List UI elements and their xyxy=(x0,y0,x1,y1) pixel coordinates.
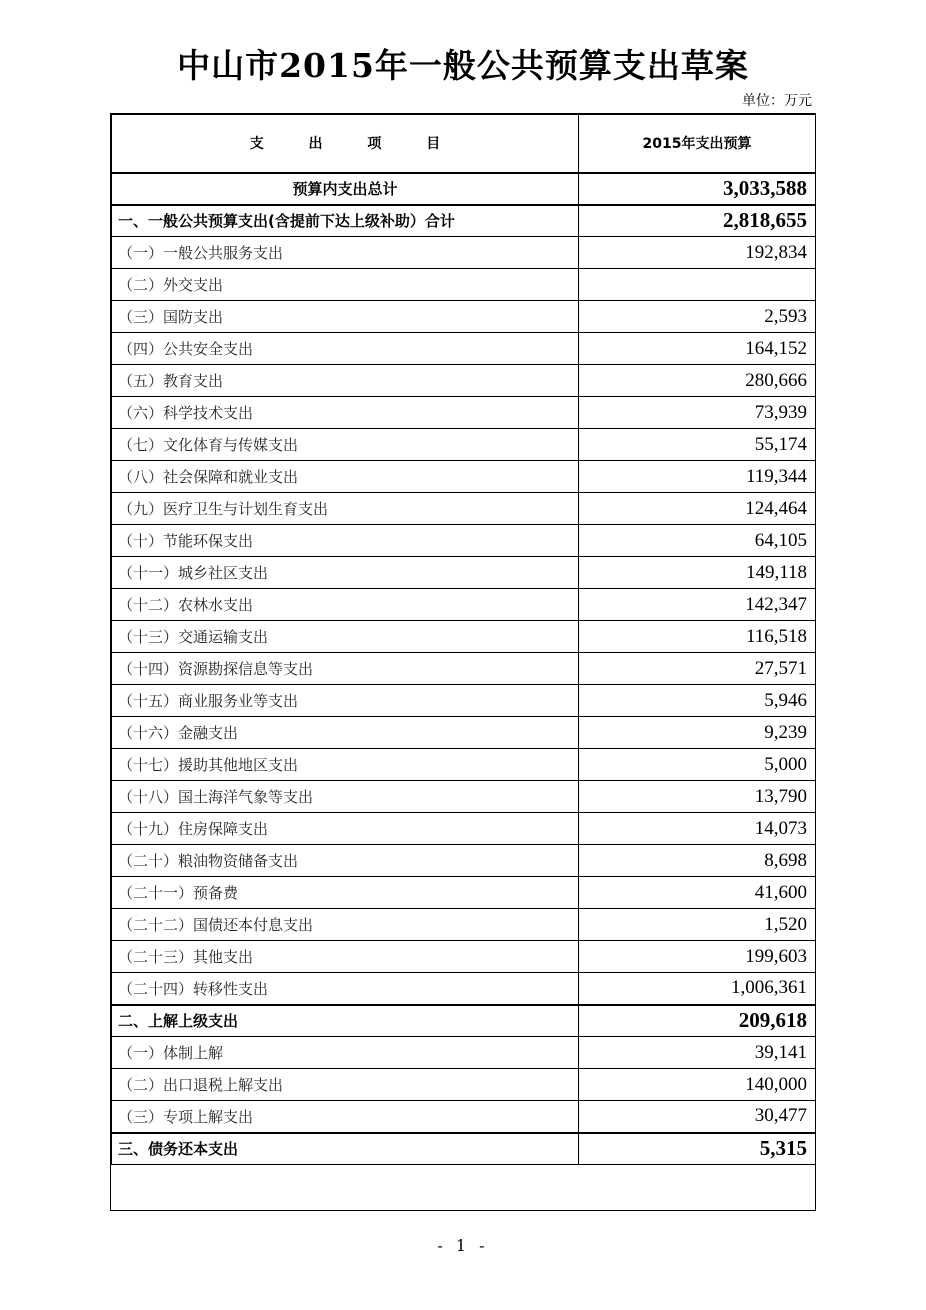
budget-table xyxy=(111,114,816,1165)
row-value: 199,603 xyxy=(579,941,816,973)
row-label: （十二）农林水支出 xyxy=(112,589,579,621)
row-value: 14,073 xyxy=(579,813,816,845)
table-row xyxy=(112,973,816,1005)
row-value: 280,666 xyxy=(579,365,816,397)
row-label: （一）一般公共服务支出 xyxy=(112,237,579,269)
table-row xyxy=(112,749,816,781)
row-value: 164,152 xyxy=(579,333,816,365)
row-label: （二）外交支出 xyxy=(112,269,579,301)
table-row xyxy=(112,813,816,845)
row-label: （二）出口退税上解支出 xyxy=(112,1069,579,1101)
row-value: 2,818,655 xyxy=(579,205,816,237)
row-value: 55,174 xyxy=(579,429,816,461)
row-label: （二十）粮油物资储备支出 xyxy=(112,845,579,877)
header-budget: 2015年支出预算 xyxy=(579,115,816,173)
row-label: （六）科学技术支出 xyxy=(112,397,579,429)
table-row xyxy=(112,1101,816,1133)
row-label: （一）体制上解 xyxy=(112,1037,579,1069)
row-label: （十七）援助其他地区支出 xyxy=(112,749,579,781)
row-value: 5,000 xyxy=(579,749,816,781)
row-value: 9,239 xyxy=(579,717,816,749)
row-label: （二十三）其他支出 xyxy=(112,941,579,973)
table-row xyxy=(112,589,816,621)
row-label: （十五）商业服务业等支出 xyxy=(112,685,579,717)
row-value: 149,118 xyxy=(579,557,816,589)
table-row xyxy=(112,941,816,973)
table-row xyxy=(112,621,816,653)
row-label: 一、一般公共预算支出(含提前下达上级补助）合计 xyxy=(112,205,579,237)
table-row xyxy=(112,1133,816,1165)
document-title: 中山市2015年一般公共预算支出草案 xyxy=(177,46,749,85)
row-value: 1,520 xyxy=(579,909,816,941)
table-row xyxy=(112,1037,816,1069)
table-row xyxy=(112,493,816,525)
table-row xyxy=(112,397,816,429)
table-row xyxy=(112,173,816,205)
table-row xyxy=(112,237,816,269)
row-value: 116,518 xyxy=(579,621,816,653)
table-row xyxy=(112,429,816,461)
row-value: 3,033,588 xyxy=(579,173,816,205)
row-value: 140,000 xyxy=(579,1069,816,1101)
row-label: （七）文化体育与传媒支出 xyxy=(112,429,579,461)
row-value: 192,834 xyxy=(579,237,816,269)
table-row xyxy=(112,685,816,717)
table-row xyxy=(112,333,816,365)
table-row xyxy=(112,717,816,749)
row-value: 1,006,361 xyxy=(579,973,816,1005)
row-label: （十九）住房保障支出 xyxy=(112,813,579,845)
row-value: 5,946 xyxy=(579,685,816,717)
row-label: （四）公共安全支出 xyxy=(112,333,579,365)
row-value: 41,600 xyxy=(579,877,816,909)
table-row xyxy=(112,1069,816,1101)
table-row xyxy=(112,653,816,685)
table-row xyxy=(112,205,816,237)
row-label: （八）社会保障和就业支出 xyxy=(112,461,579,493)
row-label: 预算内支出总计 xyxy=(112,173,579,205)
row-label: （十一）城乡社区支出 xyxy=(112,557,579,589)
table-row xyxy=(112,781,816,813)
row-value: 30,477 xyxy=(579,1101,816,1133)
row-label: （二十一）预备费 xyxy=(112,877,579,909)
row-value: 119,344 xyxy=(579,461,816,493)
row-label: （三）国防支出 xyxy=(112,301,579,333)
table-row xyxy=(112,909,816,941)
row-label: （十三）交通运输支出 xyxy=(112,621,579,653)
table-row xyxy=(112,461,816,493)
row-label: 三、债务还本支出 xyxy=(112,1133,579,1165)
row-label: （十八）国土海洋气象等支出 xyxy=(112,781,579,813)
row-value: 73,939 xyxy=(579,397,816,429)
table-row xyxy=(112,525,816,557)
row-value: 5,315 xyxy=(579,1133,816,1165)
row-label: （二十四）转移性支出 xyxy=(112,973,579,1005)
row-label: （三）专项上解支出 xyxy=(112,1101,579,1133)
row-label: 二、上解上级支出 xyxy=(112,1005,579,1037)
page-number: - 1 - xyxy=(437,1236,489,1255)
row-value: 124,464 xyxy=(579,493,816,525)
table-row xyxy=(112,845,816,877)
row-value xyxy=(579,269,816,301)
table-row xyxy=(112,365,816,397)
row-value: 2,593 xyxy=(579,301,816,333)
row-value: 39,141 xyxy=(579,1037,816,1069)
table-row xyxy=(112,557,816,589)
unit-label: 单位：万元 xyxy=(742,93,812,109)
row-label: （十四）资源勘探信息等支出 xyxy=(112,653,579,685)
table-row xyxy=(112,1005,816,1037)
row-label: （二十二）国债还本付息支出 xyxy=(112,909,579,941)
row-value: 13,790 xyxy=(579,781,816,813)
row-value: 27,571 xyxy=(579,653,816,685)
table-row xyxy=(112,877,816,909)
table-header-row xyxy=(112,115,816,173)
header-item: 支 出 项 目 xyxy=(112,115,579,173)
row-label: （十六）金融支出 xyxy=(112,717,579,749)
row-value: 8,698 xyxy=(579,845,816,877)
row-label: （九）医疗卫生与计划生育支出 xyxy=(112,493,579,525)
row-value: 64,105 xyxy=(579,525,816,557)
row-label: （十）节能环保支出 xyxy=(112,525,579,557)
table-row xyxy=(112,269,816,301)
row-label: （五）教育支出 xyxy=(112,365,579,397)
row-value: 142,347 xyxy=(579,589,816,621)
table-row xyxy=(112,301,816,333)
row-value: 209,618 xyxy=(579,1005,816,1037)
